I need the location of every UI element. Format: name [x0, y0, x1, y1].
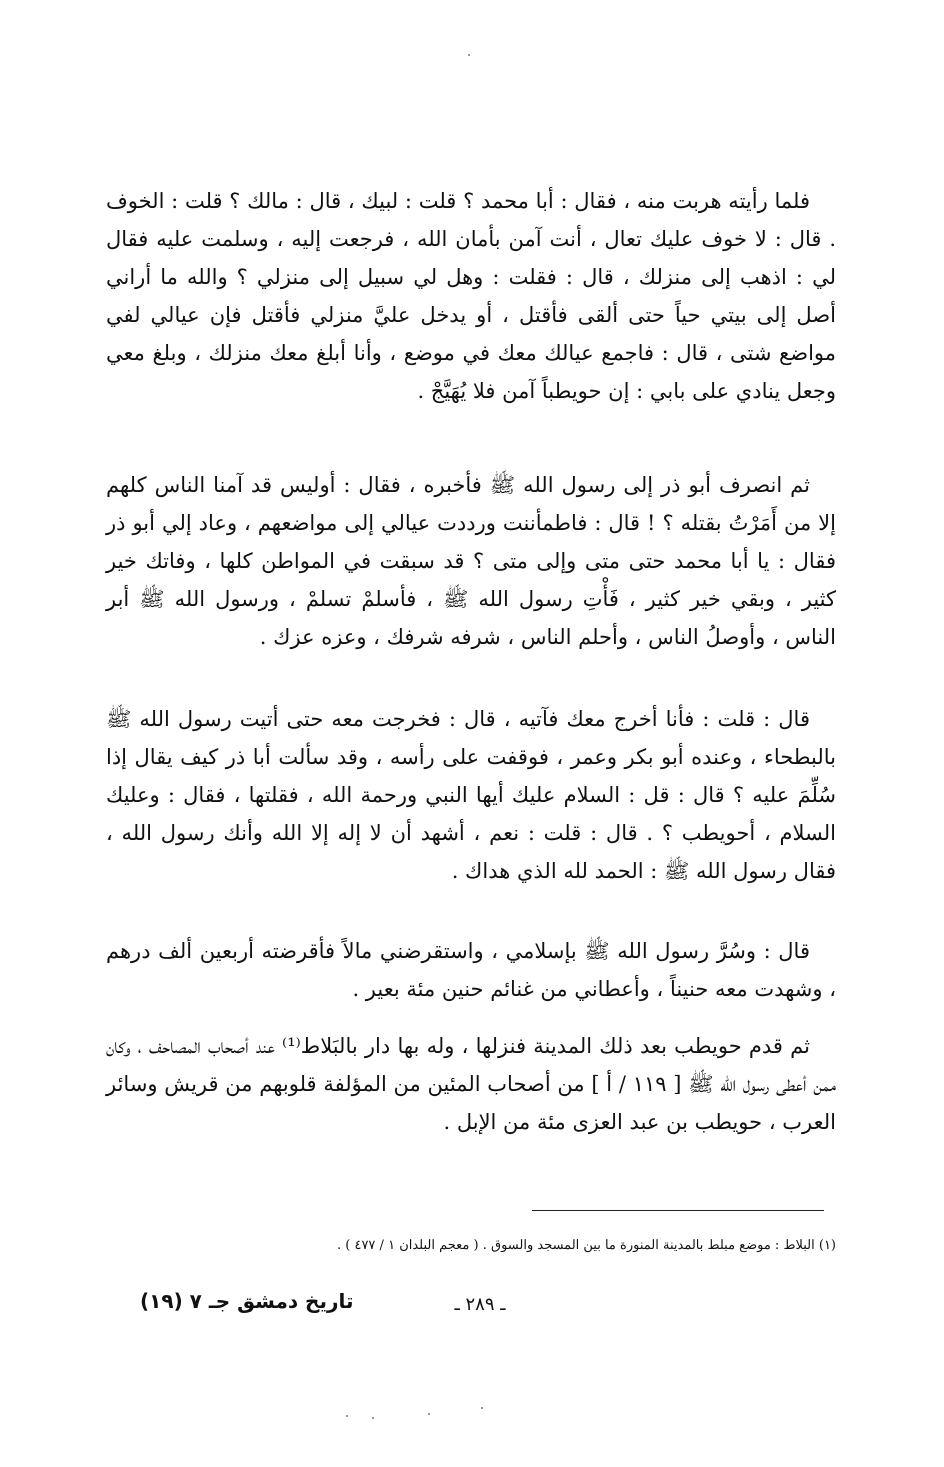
- footnote-divider: [532, 1210, 824, 1211]
- paragraph-3: [106, 700, 836, 890]
- scan-speck: [428, 1413, 430, 1415]
- scan-speck: [481, 1407, 483, 1409]
- paragraph-2: [106, 466, 836, 656]
- paragraph-text: ثم انصرف أبو ذر إلى رسول الله ﷺ فأخبره ، فقال : أوليس قد آمنا الناس كلهم إلا من أَمَرْتُ بقتله ؟ ! قال : فاطمأننت ورددت عيالي إلى مواضعهم ، وعاد إلي أبو ذر فقال : يا أبا محمد حتى متى وإلى متى ؟ قد سبقت في المواطن كلها ، وفاتك خير كثير ، وبقي خير كثير ، فَأْتِ رسول الله ﷺ ، فأسلمْ تسلمْ ، ورسول الله ﷺ أبر الناس ، وأوصلُ الناس ، وأحلم الناس ، شرفه شرفك ، وعزه عزك .: [106, 473, 836, 649]
- running-title: تاريخ دمشق جـ ٧ (١٩): [140, 1289, 354, 1313]
- scan-speck: [346, 1415, 348, 1417]
- paragraph-1: [106, 182, 836, 410]
- paragraph-text: ثم قدم حويطب بعد ذلك المدينة فنزلها ، وله بها دار بالبَلاط⁽¹⁾ عند أصحاب المصاحف ، وكان ممن أعطى رسول الله ﷺ [ ١١٩ / أ ] من أصحاب المئين من المؤلفة قلوبهم من قريش وسائر العرب ، حويطب بن عبد العزى مئة من الإبل .: [106, 1034, 836, 1134]
- page-number: ـ ٢٨٩ ـ: [454, 1294, 506, 1315]
- scan-speck: [372, 1417, 374, 1419]
- footnote: (١) البلاط : موضع مبلط بالمدينة المنورة ما بين المسجد والسوق . ( معجم البلدان ١ / ٤٧٧ ) .: [337, 1238, 836, 1253]
- paragraph-text: فلما رأيته هربت منه ، فقال : أبا محمد ؟ قلت : لبيك ، قال : مالك ؟ قلت : الخوف . قال : لا خوف عليك تعال ، أنت آمن بأمان الله ، فرجعت إليه ، وسلمت عليه فقال لي : اذهب إلى منزلك ، قال : فقلت : وهل لي سبيل إلى منزلي ؟ والله ما أراني أصل إلى بيتي حياً حتى ألقى فأقتل ، أو يدخل عليَّ منزلي فأقتل فإن عيالي لفي مواضع شتى ، قال : فاجمع عيالك معك في موضع ، وأنا أبلغ معك منزلك ، وبلغ معي وجعل ينادي على بابي : إن حويطباً آمن فلا يُهَيَّجْ .: [106, 189, 836, 403]
- paragraph-4: [106, 932, 836, 1008]
- scan-speck: [468, 54, 470, 56]
- paragraph-text: قال : وسُرَّ رسول الله ﷺ بإسلامي ، واستقرضني مالاً فأقرضته أربعين ألف درهم ، وشهدت معه حنيناً ، وأعطاني من غنائم حنين مئة بعير .: [106, 939, 836, 1001]
- paragraph-text: قال : قلت : فأنا أخرج معك فآتيه ، قال : فخرجت معه حتى أتيت رسول الله ﷺ بالبطحاء ، وعنده أبو بكر وعمر ، فوقفت على رأسه ، وقد سألت أبا ذر كيف يقال إذا سُلِّمَ عليه ؟ قال : قل : السلام عليك أيها النبي ورحمة الله ، فقلتها ، فقال : وعليك السلام ، أحويطب ؟ . قال : قلت : نعم ، أشهد أن لا إله إلا الله وأنك رسول الله ، فقال رسول الله ﷺ : الحمد لله الذي هداك .: [106, 707, 836, 883]
- paragraph-5: [106, 1027, 836, 1141]
